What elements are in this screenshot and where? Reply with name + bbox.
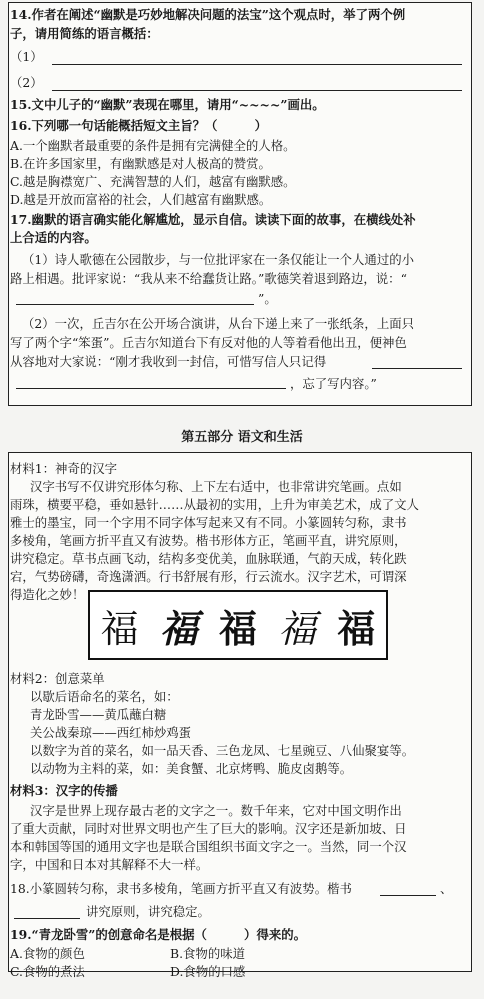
callig-char-regular: 福 bbox=[218, 605, 257, 651]
q19-option-c[interactable]: C.食物的煮法 bbox=[10, 964, 85, 979]
material-3-line: 汉字是世界上现存最古老的文字之一。数千年来，它对中国文明作出 bbox=[30, 803, 402, 818]
material-2-line: 关公战秦琼——西红柿炒鸡蛋 bbox=[30, 725, 192, 740]
material-3-title: 材料3：汉字的传播 bbox=[10, 783, 118, 798]
q19-option-a[interactable]: A.食物的颜色 bbox=[10, 946, 85, 961]
q16-option-b[interactable]: B.在许多国家里，有幽默感是对人极高的赞赏。 bbox=[10, 156, 271, 171]
q17-stem-cont: 上合适的内容。 bbox=[10, 230, 97, 245]
q19-option-b[interactable]: B.食物的味道 bbox=[170, 946, 245, 961]
material-2-line: 青龙卧雪——黄瓜蘸白糖 bbox=[30, 707, 167, 722]
material-2-line: 以动物为主料的菜，如：美食蟹、北京烤鸭、脆皮卤鹅等。 bbox=[30, 761, 353, 776]
q17-story-2-cont2: 从容地对大家说：“刚才我收到一封信，可惜写信人只记得 bbox=[10, 354, 327, 369]
material-1-title: 材料1：神奇的汉字 bbox=[10, 461, 118, 476]
material-1-line: 讲究稳定。草书点画飞动，结构多变优美，血脉联通，气韵天成，转化跌 bbox=[10, 551, 407, 566]
material-1-line: 多棱角，笔画方折平直又有波势。楷书形体方正，笔画平直，讲究原则， bbox=[10, 533, 407, 548]
material-1-line: 汉字书写不仅讲究形体匀称、上下左右适中，也非常讲究笔画。点如 bbox=[30, 479, 402, 494]
q14-answer-line-2[interactable] bbox=[52, 90, 462, 91]
material-1-line: 雅士的墨宝，同一个字用不同字体写起来又有不同。小篆圆转匀称，隶书 bbox=[10, 515, 407, 530]
material-3-line: 了重大贡献，同时对世界文明也产生了巨大的影响。汉字还是新加坡、日 bbox=[10, 821, 407, 836]
material-2-line: 以数字为首的菜名，如一品天香、三色龙凤、七星豌豆、八仙聚宴等。 bbox=[30, 743, 415, 758]
material-1-line: 宕，气势磅礴，奇逸潇洒。行书舒展有形，行云流水。汉字艺术，可谓深 bbox=[10, 569, 407, 584]
q17-answer-line-1[interactable] bbox=[16, 304, 254, 305]
q18-separator: 、 bbox=[440, 881, 453, 896]
q14-answer-line-1[interactable] bbox=[52, 64, 462, 65]
q16-stem: 16.下列哪一句话能概括短文主旨？（ ） bbox=[10, 118, 267, 133]
q17-story-1-end: ”。 bbox=[258, 291, 277, 306]
material-2-line: 以歇后语命名的菜名，如： bbox=[30, 689, 179, 704]
q16-option-c[interactable]: C.越是胸襟宽广、充满智慧的人们，越富有幽默感。 bbox=[10, 174, 296, 189]
callig-char-running: 福 bbox=[337, 605, 376, 651]
q19-option-d[interactable]: D.食物的口感 bbox=[170, 964, 246, 979]
q15-stem: 15.文中儿子的“幽默”表现在哪里，请用“~~~~”画出。 bbox=[10, 97, 325, 112]
q16-option-d[interactable]: D.越是开放而富裕的社会，人们越富有幽默感。 bbox=[10, 192, 272, 207]
q17-stem: 17.幽默的语言确实能化解尴尬，显示自信。读读下面的故事，在横线处补 bbox=[10, 212, 416, 227]
q17-story-2: （2）一次，丘吉尔在公开场合演讲，从台下递上来了一张纸条，上面只 bbox=[22, 316, 414, 331]
q14-blank-1-label: （1） bbox=[10, 49, 43, 64]
q18-stem-cont: 讲究原则，讲究稳定。 bbox=[86, 904, 210, 919]
q18-stem: 18.小篆圆转匀称，隶书多棱角，笔画方折平直又有波势。楷书 bbox=[10, 881, 352, 896]
callig-char-seal: 福 bbox=[100, 606, 139, 651]
q17-answer-line-2a[interactable] bbox=[372, 368, 462, 369]
q17-answer-line-2b[interactable] bbox=[16, 388, 286, 389]
q17-story-1-cont: 路上相遇。批评家说：“我从来不给蠢货让路。”歌德笑着退到路边，说：“ bbox=[10, 271, 407, 286]
material-2-title: 材料2：创意菜单 bbox=[10, 671, 105, 686]
q18-answer-line-2[interactable] bbox=[14, 918, 80, 919]
material-1-line: 得造化之妙！ bbox=[10, 587, 85, 602]
calligraphy-fu-image bbox=[88, 590, 388, 660]
material-3-line: 本和韩国等国的通用文字也是联合国组织书面文字之一。当然，同一个汉 bbox=[10, 839, 407, 854]
q17-story-2-cont: 写了两个字“笨蛋”。丘吉尔知道台下有反对他的人等着看他出丑，便神色 bbox=[10, 335, 407, 350]
callig-char-cursive: 福 bbox=[278, 606, 317, 651]
q17-story-2-end: ，忘了写内容。” bbox=[290, 376, 377, 391]
q14-blank-2-label: （2） bbox=[10, 75, 43, 90]
q19-stem: 19.“青龙卧雪”的创意命名是根据（ ）得来的。 bbox=[10, 927, 307, 942]
q14-stem-cont: 子，请用简练的语言概括： bbox=[10, 26, 159, 41]
q17-story-1: （1）诗人歌德在公园散步，与一位批评家在一条仅能让一个人通过的小 bbox=[22, 252, 414, 267]
q16-option-a[interactable]: A.一个幽默者最重要的条件是拥有完满健全的人格。 bbox=[10, 138, 296, 153]
q18-answer-line-1[interactable] bbox=[380, 895, 436, 896]
q14-stem: 14.作者在阐述“幽默是巧妙地解决问题的法宝”这个观点时，举了两个例 bbox=[10, 7, 406, 22]
material-3-line: 字，中国和日本对其解释不大一样。 bbox=[10, 857, 209, 872]
material-1-line: 雨珠，横要平稳，垂如悬针……从最初的实用，上升为审美艺术，成了文人 bbox=[10, 497, 419, 512]
section-title: 第五部分 语文和生活 bbox=[181, 430, 303, 445]
callig-char-clerical: 福 bbox=[159, 605, 198, 651]
